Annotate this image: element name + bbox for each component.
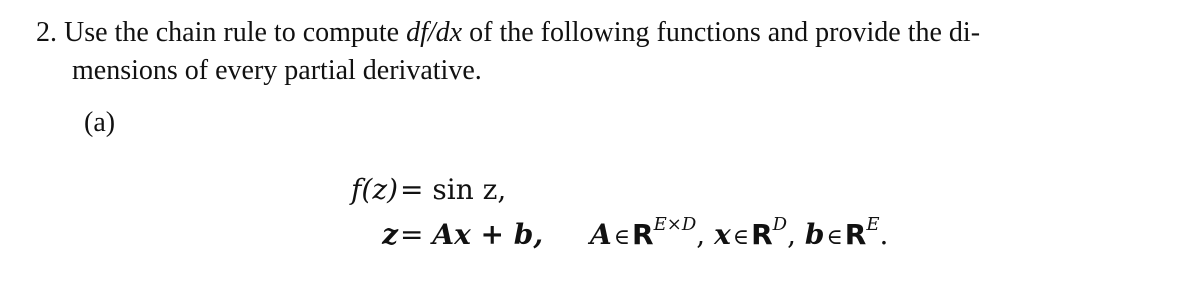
equation-1-lhs: f(z) bbox=[351, 173, 398, 206]
problem-number: 2. bbox=[36, 17, 57, 48]
problem-statement bbox=[36, 14, 1176, 90]
equation-2-relation: = bbox=[400, 218, 424, 251]
equation-1-relation: = bbox=[400, 173, 424, 206]
equation-2-rhs: Ax + b, bbox=[432, 218, 544, 251]
derivative-expression: df/dx bbox=[406, 17, 463, 48]
dimension-b: E bbox=[866, 214, 880, 235]
domain-declarations: $A\in R^{E\times D}$, $x\in R^D$, $b\in R^E$. bbox=[590, 214, 889, 251]
real-set-b: R bbox=[844, 218, 867, 251]
element-of-symbol: ∈ bbox=[732, 225, 750, 250]
equation-row-2 bbox=[0, 216, 1200, 254]
dimension-x: D bbox=[772, 214, 788, 235]
problem-text-line1: Use the chain rule to compute bbox=[64, 17, 400, 48]
matrix-A: A bbox=[590, 218, 612, 251]
problem-text-line1-end: of the following functions and provide the di- bbox=[469, 17, 981, 48]
problem-text-line2: mensions of every partial derivative. bbox=[72, 55, 482, 86]
equation-1-rhs: sin z, bbox=[432, 173, 507, 206]
part-label: (a) bbox=[84, 107, 116, 138]
real-set-x: R bbox=[751, 218, 773, 251]
element-of-symbol: ∈ bbox=[613, 225, 631, 250]
vector-x: x bbox=[714, 218, 731, 251]
dimension-A: E×D bbox=[653, 214, 697, 235]
element-of-symbol: ∈ bbox=[826, 225, 843, 250]
vector-b: b bbox=[804, 218, 825, 251]
real-set-A: R bbox=[632, 218, 654, 251]
equation-row-1 bbox=[0, 171, 1200, 209]
equation-2-lhs: z bbox=[382, 218, 398, 251]
